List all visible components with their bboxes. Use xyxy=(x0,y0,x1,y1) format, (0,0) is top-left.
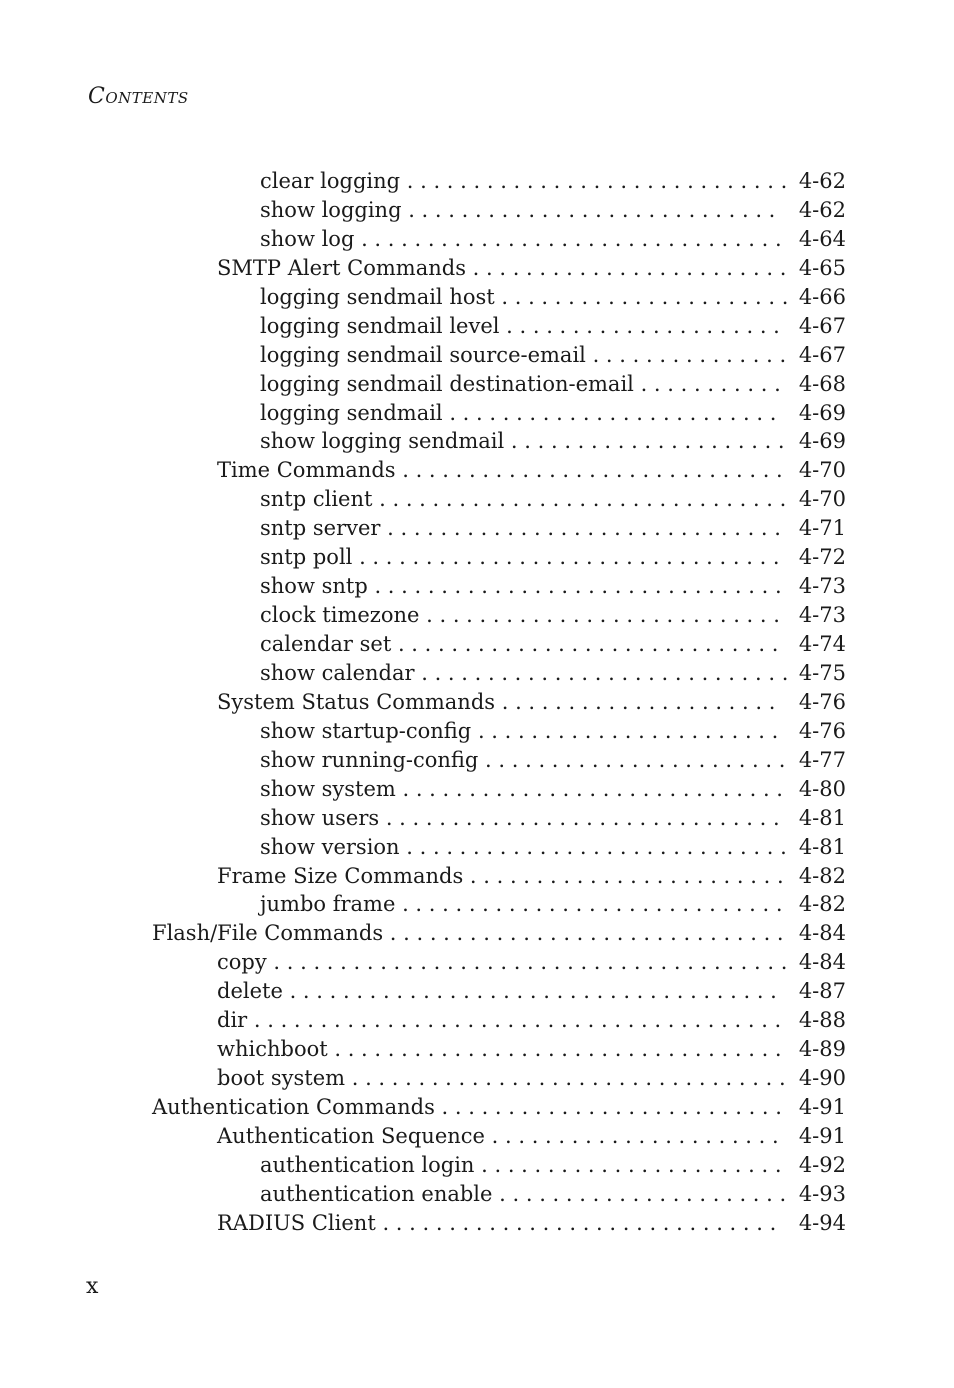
dot-leader: . . . . . . . . . . . . . . . . . . . . . . . . . . . . . . . . . . xyxy=(327,1037,782,1062)
toc-entry[interactable] xyxy=(0,312,954,341)
toc-entry-label xyxy=(260,485,786,514)
toc-entry-label xyxy=(217,948,787,977)
toc-entry-title: sntp poll xyxy=(260,545,353,570)
dot-leader: . . . . . . . . . . . . . . . . . . . . . . . . . . . . . . . xyxy=(367,574,782,599)
toc-entry-title: dir xyxy=(217,1008,248,1033)
toc-entry-page: 4-67 xyxy=(798,313,846,338)
page-number: x xyxy=(86,1274,99,1299)
toc-entry-title: show calendar xyxy=(260,660,415,685)
toc-entry[interactable] xyxy=(0,775,954,804)
dot-leader: . . . . . . . . . . . . . . . . . . . . . . . . . . . xyxy=(419,603,780,628)
toc-entry-label xyxy=(152,1093,782,1122)
toc-entry[interactable] xyxy=(0,1151,954,1180)
toc-entry[interactable] xyxy=(0,688,954,717)
dot-leader: . . . . . . . . . . . . . . . . . . . . . . . . . . . . . . . . xyxy=(354,226,782,251)
toc-entry[interactable] xyxy=(0,1064,954,1093)
toc-entry[interactable] xyxy=(0,196,954,225)
dot-leader: . . . . . . . . . . . . . . . . . . . . . xyxy=(499,313,780,338)
toc-entry-page: 4-81 xyxy=(798,805,846,830)
dot-leader: . . . . . . . . . . . . . . . . . . . . . . . . . . . . . . . . . . . . . . . xyxy=(266,950,788,975)
toc-entry-page: 4-62 xyxy=(798,197,846,222)
toc-entry-title: copy xyxy=(217,950,267,975)
toc-entry-title: clock timezone xyxy=(260,603,420,628)
toc-entry[interactable] xyxy=(0,804,954,833)
dot-leader: . . . . . . . . . . . . . . . . . . . . . . xyxy=(494,284,789,309)
toc-entry-page: 4-68 xyxy=(798,371,846,396)
dot-leader: . . . . . . . . . . . . . . . . . . . . . . . . . . . . . xyxy=(395,458,783,483)
toc-entry-page: 4-67 xyxy=(798,342,846,367)
dot-leader: . . . . . . . . . . . . . . . . . . . . . . xyxy=(492,1181,787,1206)
toc-entry-label xyxy=(260,833,787,862)
toc-entry[interactable] xyxy=(0,283,954,312)
toc-entry-label xyxy=(260,890,783,919)
toc-entry-label xyxy=(217,1122,779,1151)
toc-entry-title: jumbo frame xyxy=(260,892,396,917)
toc-entry-page: 4-69 xyxy=(798,400,846,425)
toc-entry[interactable] xyxy=(0,543,954,572)
toc-entry-label xyxy=(260,630,778,659)
toc-entry-title: calendar set xyxy=(260,632,392,656)
toc-entry[interactable] xyxy=(0,659,954,688)
toc-entry-page: 4-84 xyxy=(798,921,846,946)
toc-entry-page: 4-84 xyxy=(798,950,846,975)
dot-leader: . . . . . . . . . . . . . . . . . . . . . . . . xyxy=(463,863,784,888)
toc-entry-page: 4-81 xyxy=(798,834,846,859)
dot-leader: . . . . . . . . . . . . . . . . . . . . . . xyxy=(484,1123,779,1148)
toc-entry-title: sntp server xyxy=(260,516,381,541)
toc-entry-title: show logging sendmail xyxy=(260,429,505,454)
dot-leader: . . . . . . . . . . . . . . . . . . . . . . . . . . . . . . . . . . . . . . . . xyxy=(247,1008,782,1033)
toc-entry-label xyxy=(260,1180,786,1209)
toc-entry-page: 4-73 xyxy=(798,574,846,599)
toc-entry-title: logging sendmail level xyxy=(260,313,500,338)
toc-entry-label xyxy=(260,399,776,428)
toc-entry-title: show running-config xyxy=(260,747,479,772)
toc-entry-label xyxy=(260,370,781,399)
toc-entry-page: 4-73 xyxy=(798,603,846,628)
dot-leader: . . . . . . . . . . . . . . . . . . . . . . . xyxy=(471,718,779,743)
toc-entry-title: clear logging xyxy=(260,169,401,193)
toc-entry-title: authentication login xyxy=(260,1152,475,1177)
toc-entry[interactable] xyxy=(0,427,954,456)
toc-entry[interactable] xyxy=(0,630,954,659)
toc-entry-page: 4-65 xyxy=(798,255,846,280)
dot-leader: . . . . . . . . . . . . . . . . . . . . . . . . . . . . . . xyxy=(379,805,780,830)
toc-entry-title: Authentication Commands xyxy=(152,1095,435,1119)
toc-entry-label xyxy=(260,312,780,341)
toc-entry-page: 4-71 xyxy=(798,516,846,541)
toc-entry-label xyxy=(260,427,785,456)
toc-entry-title: show logging xyxy=(260,197,402,222)
toc-entry-title: logging sendmail host xyxy=(260,284,495,309)
toc-entry-label xyxy=(260,601,780,630)
toc-entry[interactable] xyxy=(0,890,954,919)
toc-entry[interactable] xyxy=(0,862,954,891)
dot-leader: . . . . . . . . . . . . . . . . . . . . . . . . . . . . . xyxy=(391,632,779,656)
running-header: Contents xyxy=(88,84,189,109)
toc-entry-page: 4-70 xyxy=(798,487,846,512)
dot-leader: . . . . . . . . . . . . . . . . . . . . . . . . . . . . . xyxy=(395,892,783,917)
toc-entry-page: 4-88 xyxy=(798,1008,846,1033)
toc-entry-page: 4-69 xyxy=(798,429,846,454)
toc-entry[interactable] xyxy=(0,717,954,746)
toc-entry-title: show startup-config xyxy=(260,718,472,743)
toc-entry[interactable] xyxy=(0,514,954,543)
toc-entry-page: 4-80 xyxy=(798,776,846,801)
toc-entry-title: logging sendmail destination-email xyxy=(260,371,634,396)
dot-leader: . . . . . . . . . . . . . . . . . . . . . . . . . . . . . . . . . . . . . xyxy=(282,979,777,1004)
toc-entry-title: System Status Commands xyxy=(217,689,496,714)
toc-entry-title: show users xyxy=(260,805,380,830)
toc-entry-title: show log xyxy=(260,226,355,251)
toc-entry-title: logging sendmail xyxy=(260,400,443,425)
toc-entry-title: show system xyxy=(260,776,396,801)
dot-leader: . . . . . . . . . . . . . . . . . . . . . . . . . . . . . . . xyxy=(372,487,787,512)
toc-entry[interactable] xyxy=(0,399,954,428)
toc-entry-label xyxy=(260,717,778,746)
toc-entry-page: 4-72 xyxy=(798,545,846,570)
toc-entry-title: Flash/File Commands xyxy=(152,921,384,946)
toc-entry[interactable] xyxy=(0,485,954,514)
dot-leader: . . . . . . . . . . . . . . . . . . . . . . . . . . . . . xyxy=(395,776,783,801)
toc-entry-label xyxy=(217,1035,782,1064)
dot-leader: . . . . . . . . . . . . . . . . . . . . . . . xyxy=(478,747,786,772)
toc-entry-label xyxy=(217,1209,776,1238)
toc-entry-label xyxy=(152,919,784,948)
toc-entry[interactable] xyxy=(0,254,954,283)
toc-entry-page: 4-93 xyxy=(798,1181,846,1206)
toc-entry-title: logging sendmail source-email xyxy=(260,342,586,367)
toc-entry-page: 4-82 xyxy=(798,892,846,917)
toc-entry[interactable] xyxy=(0,370,954,399)
dot-leader: . . . . . . . . . . . . . . . . . . . . . . . . . . . . . xyxy=(400,169,788,193)
toc-entry[interactable] xyxy=(0,746,954,775)
toc-entry-title: boot system xyxy=(217,1066,346,1091)
toc-entry-label xyxy=(217,688,775,717)
toc-entry-label xyxy=(260,659,788,688)
toc-entry-label xyxy=(217,1006,781,1035)
toc-entry-page: 4-92 xyxy=(798,1152,846,1177)
toc-entry[interactable] xyxy=(0,167,954,196)
toc-entry[interactable] xyxy=(0,948,954,977)
dot-leader: . . . . . . . . . . . . . . . . . . . . . . . . . . . . . . . . . xyxy=(345,1066,786,1091)
toc-entry-label xyxy=(260,746,785,775)
toc-entry[interactable] xyxy=(0,977,954,1006)
toc-entry[interactable] xyxy=(0,1209,954,1238)
toc-entry-page: 4-62 xyxy=(798,169,846,193)
dot-leader: . . . . . . . . . . . . . . . . . . . . . . . . . . . . xyxy=(401,197,776,222)
toc-entry-label xyxy=(217,977,777,1006)
toc-entry-label xyxy=(260,1151,782,1180)
toc-entry-title: Frame Size Commands xyxy=(217,863,464,888)
dot-leader: . . . . . . . . . . . . . . . . . . . . . . . . . . xyxy=(434,1095,782,1119)
toc-entry[interactable] xyxy=(0,1093,954,1122)
toc-entry-label xyxy=(260,572,782,601)
toc-entry-page: 4-77 xyxy=(798,747,846,772)
toc-entry[interactable] xyxy=(0,225,954,254)
toc-entry[interactable] xyxy=(0,1006,954,1035)
toc-entry-label xyxy=(260,225,782,254)
toc-entry-label xyxy=(260,804,780,833)
toc-entry-page: 4-64 xyxy=(798,226,846,251)
dot-leader: . . . . . . . . . . . . . . . . . . . . . . . . . . . . xyxy=(414,660,789,685)
dot-leader: . . . . . . . . . . . . . . . . . . . . . . . xyxy=(474,1152,782,1177)
toc-entry-page: 4-89 xyxy=(798,1037,846,1062)
toc-entry-label xyxy=(217,1064,786,1093)
toc-entry-label xyxy=(260,775,783,804)
toc-entry[interactable] xyxy=(0,601,954,630)
toc-entry-title: delete xyxy=(217,979,283,1004)
toc-entry[interactable] xyxy=(0,1180,954,1209)
toc-entry-page: 4-75 xyxy=(798,660,846,685)
toc-entry-label xyxy=(217,862,784,891)
toc-entry-page: 4-94 xyxy=(798,1210,846,1235)
toc-entry-label xyxy=(260,167,787,196)
toc-entry-label xyxy=(260,196,775,225)
toc-entry[interactable] xyxy=(0,1122,954,1151)
toc-entry-label xyxy=(260,514,781,543)
toc-entry[interactable] xyxy=(0,456,954,485)
toc-entry-title: Authentication Sequence xyxy=(217,1123,485,1148)
toc-entry-label xyxy=(260,341,786,370)
toc-entry-page: 4-76 xyxy=(798,689,846,714)
dot-leader: . . . . . . . . . . . . . . . . . . . . . . . . . . . . . . . . xyxy=(352,545,780,570)
toc-entry[interactable] xyxy=(0,341,954,370)
table-of-contents xyxy=(0,167,954,1238)
toc-entry-title: show version xyxy=(260,834,400,859)
dot-leader: . . . . . . . . . . . . . . . . . . . . . . . . xyxy=(465,255,787,280)
dot-leader: . . . . . . . . . . . . . . . . . . . . . . . . . xyxy=(442,400,777,425)
toc-entry-label xyxy=(260,283,788,312)
toc-entry-label xyxy=(217,456,783,485)
toc-entry-page: 4-90 xyxy=(798,1066,846,1091)
toc-entry-page: 4-76 xyxy=(798,718,846,743)
toc-entry-page: 4-70 xyxy=(798,458,846,483)
toc-entry-title: sntp client xyxy=(260,487,373,512)
toc-entry-title: authentication enable xyxy=(260,1181,493,1206)
toc-entry-page: 4-91 xyxy=(798,1095,846,1119)
dot-leader: . . . . . . . . . . . xyxy=(633,371,781,396)
toc-entry-page: 4-91 xyxy=(798,1123,846,1148)
toc-entry-title: whichboot xyxy=(217,1037,328,1062)
toc-entry[interactable] xyxy=(0,919,954,948)
toc-entry-page: 4-66 xyxy=(798,284,846,309)
toc-entry[interactable] xyxy=(0,833,954,862)
dot-leader: . . . . . . . . . . . . . . . . . . . . . . . . . . . . . . xyxy=(375,1210,777,1235)
toc-entry-title: SMTP Alert Commands xyxy=(217,255,466,280)
dot-leader: . . . . . . . . . . . . . . . . . . . . . . . . . . . . . . xyxy=(380,516,781,541)
toc-entry-label xyxy=(260,543,780,572)
toc-entry[interactable] xyxy=(0,572,954,601)
toc-entry-title: show sntp xyxy=(260,574,368,599)
toc-entry-title: RADIUS Client xyxy=(217,1210,376,1235)
dot-leader: . . . . . . . . . . . . . . . . . . . . . . . . . . . . . xyxy=(399,834,787,859)
dot-leader: . . . . . . . . . . . . . . . . . . . . . . . . . . . . . . xyxy=(383,921,784,946)
toc-entry-page: 4-74 xyxy=(798,632,846,656)
toc-entry-title: Time Commands xyxy=(217,458,396,483)
toc-entry-page: 4-87 xyxy=(798,979,846,1004)
dot-leader: . . . . . . . . . . . . . . . . . . . . . xyxy=(504,429,785,454)
toc-entry-page: 4-82 xyxy=(798,863,846,888)
toc-entry[interactable] xyxy=(0,1035,954,1064)
toc-entry-label xyxy=(217,254,786,283)
dot-leader: . . . . . . . . . . . . . . . . . . . . . xyxy=(495,689,776,714)
dot-leader: . . . . . . . . . . . . . . . xyxy=(585,342,787,367)
